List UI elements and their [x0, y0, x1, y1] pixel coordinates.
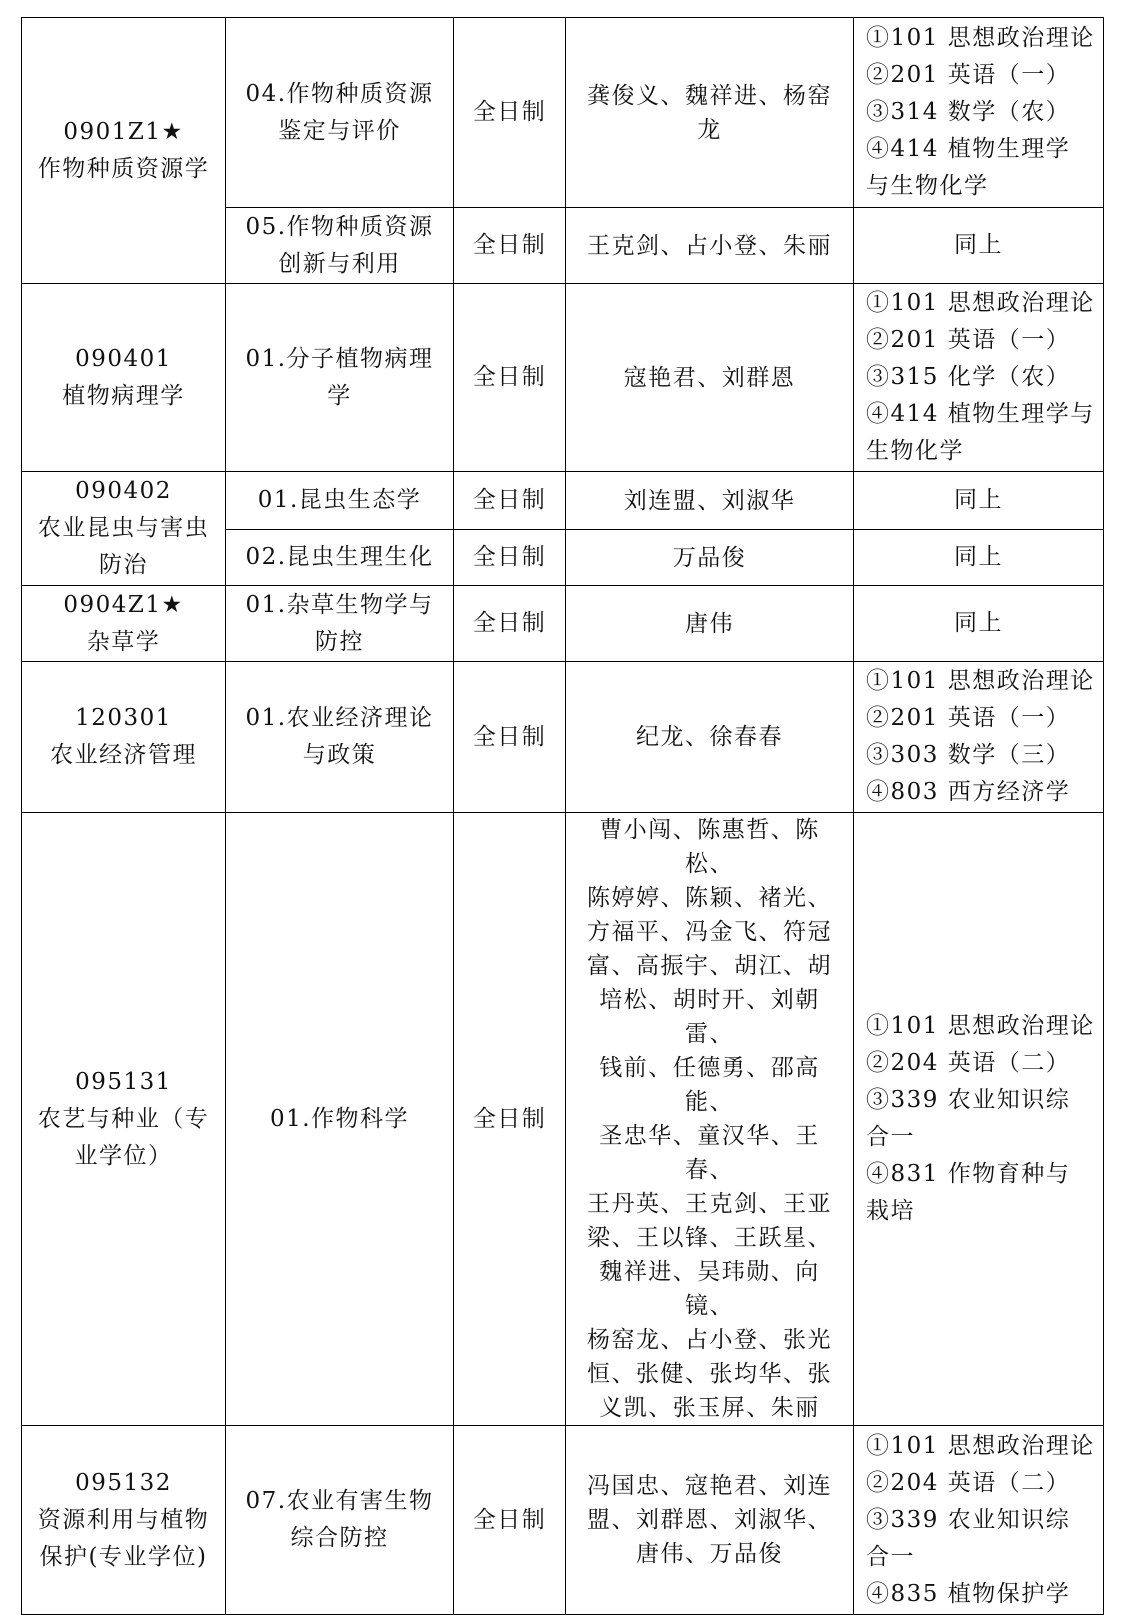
exam-subjects-line: 与生物化学: [866, 173, 989, 199]
research-direction: [226, 813, 454, 1426]
exam-subjects-line: ③314 数学（农）: [866, 99, 1071, 125]
program-code-cell: [22, 1426, 226, 1615]
exam-subjects: [854, 1426, 1104, 1615]
supervisors: [566, 1426, 854, 1615]
research-direction: [226, 284, 454, 472]
supervisors-line: 刘连盟、刘淑华: [623, 487, 796, 514]
study-mode: 全日制: [454, 284, 566, 472]
study-mode: 全日制: [454, 1426, 566, 1615]
supervisors: [566, 662, 854, 813]
exam-subjects: [854, 662, 1104, 813]
supervisors-line: 梁、王以锋、王跃星、: [587, 1225, 832, 1251]
research-direction: [226, 18, 454, 208]
research-direction-line: 学: [327, 382, 352, 409]
program-row: [22, 586, 1104, 662]
exam-subjects-line: 合一: [866, 1543, 915, 1570]
supervisors-line: 唐伟: [685, 610, 734, 637]
exam-subjects-line: ④835 植物保护学: [866, 1580, 1071, 1607]
supervisors: [566, 530, 854, 586]
program-row: [22, 18, 1104, 208]
supervisors-line: 恒、张健、张均华、张: [587, 1361, 832, 1387]
supervisors-line: 陈婷婷、陈颖、褚光、: [587, 885, 832, 911]
exam-same-as-above: 同上: [854, 208, 1104, 284]
research-direction-line: 01.分子植物病理: [245, 345, 434, 372]
supervisors: [566, 472, 854, 530]
exam-subjects-line: ④414 植物生理学与: [866, 401, 1095, 427]
program-name: 防治: [99, 552, 148, 578]
program-code: 0904Z1★: [63, 591, 184, 618]
study-mode: 全日制: [454, 586, 566, 662]
supervisors-line: 王克剑、占小登、朱丽: [587, 232, 832, 259]
supervisors-line: 钱前、任德勇、邵高能、: [599, 1055, 820, 1115]
supervisors-line: 义凯、张玉屏、朱丽: [599, 1395, 820, 1421]
supervisors-line: 唐伟、万品俊: [636, 1541, 783, 1567]
supervisors-line: 曹小闯、陈惠哲、陈松、: [599, 817, 820, 877]
exam-subjects-line: ①101 思想政治理论: [866, 25, 1095, 51]
research-direction-line: 创新与利用: [278, 250, 401, 277]
exam-subjects-line: ②201 英语（一）: [866, 62, 1071, 88]
program-code-cell: [22, 18, 226, 284]
supervisors-line: 富、高振宇、胡江、胡: [587, 953, 832, 979]
program-row: [22, 284, 1104, 472]
supervisors-line: 龚俊义、魏祥进、杨窑: [587, 82, 832, 109]
program-row: [22, 472, 1104, 530]
exam-subjects-line: ③315 化学（农）: [866, 364, 1071, 390]
program-name: 保护(专业学位): [39, 1543, 208, 1570]
program-code: 095131: [75, 1068, 172, 1095]
study-mode: 全日制: [454, 530, 566, 586]
supervisors-line: 盟、刘群恩、刘淑华、: [587, 1507, 832, 1533]
supervisors-line: 寇艳君、刘群恩: [623, 364, 796, 391]
exam-subjects-line: ②201 英语（一）: [866, 327, 1071, 353]
supervisors-line: 万品俊: [672, 544, 747, 571]
research-direction-line: 02.昆虫生理生化: [245, 544, 434, 570]
research-direction: [226, 662, 454, 813]
program-table: [21, 17, 1104, 1615]
research-direction: [226, 1426, 454, 1615]
research-direction-line: 01.昆虫生态学: [257, 487, 422, 513]
exam-subjects-line: ①101 思想政治理论: [866, 290, 1095, 316]
exam-subjects-line: ①101 思想政治理论: [866, 668, 1095, 694]
exam-subjects-line: ③303 数学（三）: [866, 742, 1071, 768]
study-mode: 全日制: [454, 18, 566, 208]
research-direction: [226, 208, 454, 284]
program-code-cell: [22, 813, 226, 1426]
program-name: 农艺与种业（专: [37, 1105, 210, 1132]
exam-subjects-line: 栽培: [866, 1198, 915, 1224]
program-code-cell: [22, 586, 226, 662]
exam-subjects-line: ②204 英语（二）: [866, 1050, 1071, 1076]
research-direction-line: 04.作物种质资源: [245, 80, 434, 107]
program-code: 0901Z1★: [63, 118, 184, 145]
exam-subjects-line: ④831 作物育种与: [866, 1161, 1071, 1187]
exam-subjects-line: ④414 植物生理学: [866, 136, 1071, 162]
research-direction-line: 01.杂草生物学与: [245, 591, 434, 618]
program-code-cell: [22, 472, 226, 586]
program-code: 120301: [75, 705, 172, 731]
program-name: 杂草学: [86, 628, 161, 655]
research-direction-line: 综合防控: [290, 1525, 389, 1551]
supervisors: [566, 813, 854, 1426]
program-name: 植物病理学: [62, 382, 185, 409]
research-direction: [226, 586, 454, 662]
program-code: 090402: [75, 478, 172, 504]
research-direction-line: 01.农业经济理论: [245, 705, 434, 731]
exam-same-as-above: 同上: [854, 472, 1104, 530]
exam-subjects-line: ②201 英语（一）: [866, 705, 1071, 731]
supervisors: [566, 586, 854, 662]
supervisors: [566, 18, 854, 208]
exam-same-as-above: 同上: [854, 586, 1104, 662]
research-direction-line: 鉴定与评价: [278, 117, 401, 144]
program-name: 业学位）: [74, 1142, 173, 1169]
program-row: [22, 813, 1104, 1426]
supervisors-line: 杨窑龙、占小登、张光: [587, 1327, 832, 1353]
supervisors-line: 魏祥进、吴玮勋、向镜、: [599, 1259, 820, 1319]
research-direction-line: 与政策: [302, 742, 377, 768]
program-code-cell: [22, 284, 226, 472]
supervisors-line: 圣忠华、童汉华、王春、: [599, 1123, 820, 1183]
study-mode: 全日制: [454, 813, 566, 1426]
exam-subjects-line: ②204 英语（二）: [866, 1469, 1071, 1496]
program-code: 095132: [75, 1469, 172, 1496]
supervisors-line: 王丹英、王克剑、王亚: [587, 1191, 832, 1217]
program-name: 农业昆虫与害虫: [37, 515, 210, 541]
program-name: 农业经济管理: [50, 742, 197, 768]
supervisors-line: 纪龙、徐春春: [636, 724, 783, 750]
program-name: 资源利用与植物: [37, 1506, 210, 1533]
exam-subjects-line: ③339 农业知识综: [866, 1506, 1071, 1533]
program-name: 作物种质资源学: [37, 155, 210, 182]
study-mode: 全日制: [454, 208, 566, 284]
supervisors: [566, 208, 854, 284]
supervisors-line: 方福平、冯金飞、符冠: [587, 919, 832, 945]
exam-subjects-line: 合一: [866, 1124, 915, 1150]
research-direction-line: 01.作物科学: [269, 1105, 410, 1132]
research-direction-line: 05.作物种质资源: [245, 213, 434, 240]
exam-subjects-line: ①101 思想政治理论: [866, 1013, 1095, 1039]
study-mode: 全日制: [454, 472, 566, 530]
program-code: 090401: [75, 345, 172, 372]
study-mode: 全日制: [454, 662, 566, 813]
program-code-cell: [22, 662, 226, 813]
exam-subjects: [854, 284, 1104, 472]
exam-same-as-above: 同上: [854, 530, 1104, 586]
research-direction: [226, 530, 454, 586]
program-row: [22, 1426, 1104, 1615]
research-direction: [226, 472, 454, 530]
exam-subjects: [854, 18, 1104, 208]
research-direction-line: 07.农业有害生物: [245, 1488, 434, 1514]
exam-subjects-line: 生物化学: [866, 438, 964, 464]
exam-subjects-line: ①101 思想政治理论: [866, 1432, 1095, 1459]
research-direction-line: 防控: [315, 628, 364, 655]
supervisors-line: 龙: [697, 116, 722, 143]
supervisors-line: 冯国忠、寇艳君、刘连: [587, 1473, 832, 1499]
supervisors-line: 培松、胡时开、刘朝雷、: [599, 987, 820, 1047]
program-row: [22, 662, 1104, 813]
exam-subjects-line: ③339 农业知识综: [866, 1087, 1071, 1113]
exam-subjects: [854, 813, 1104, 1426]
exam-subjects-line: ④803 西方经济学: [866, 779, 1071, 805]
supervisors: [566, 284, 854, 472]
